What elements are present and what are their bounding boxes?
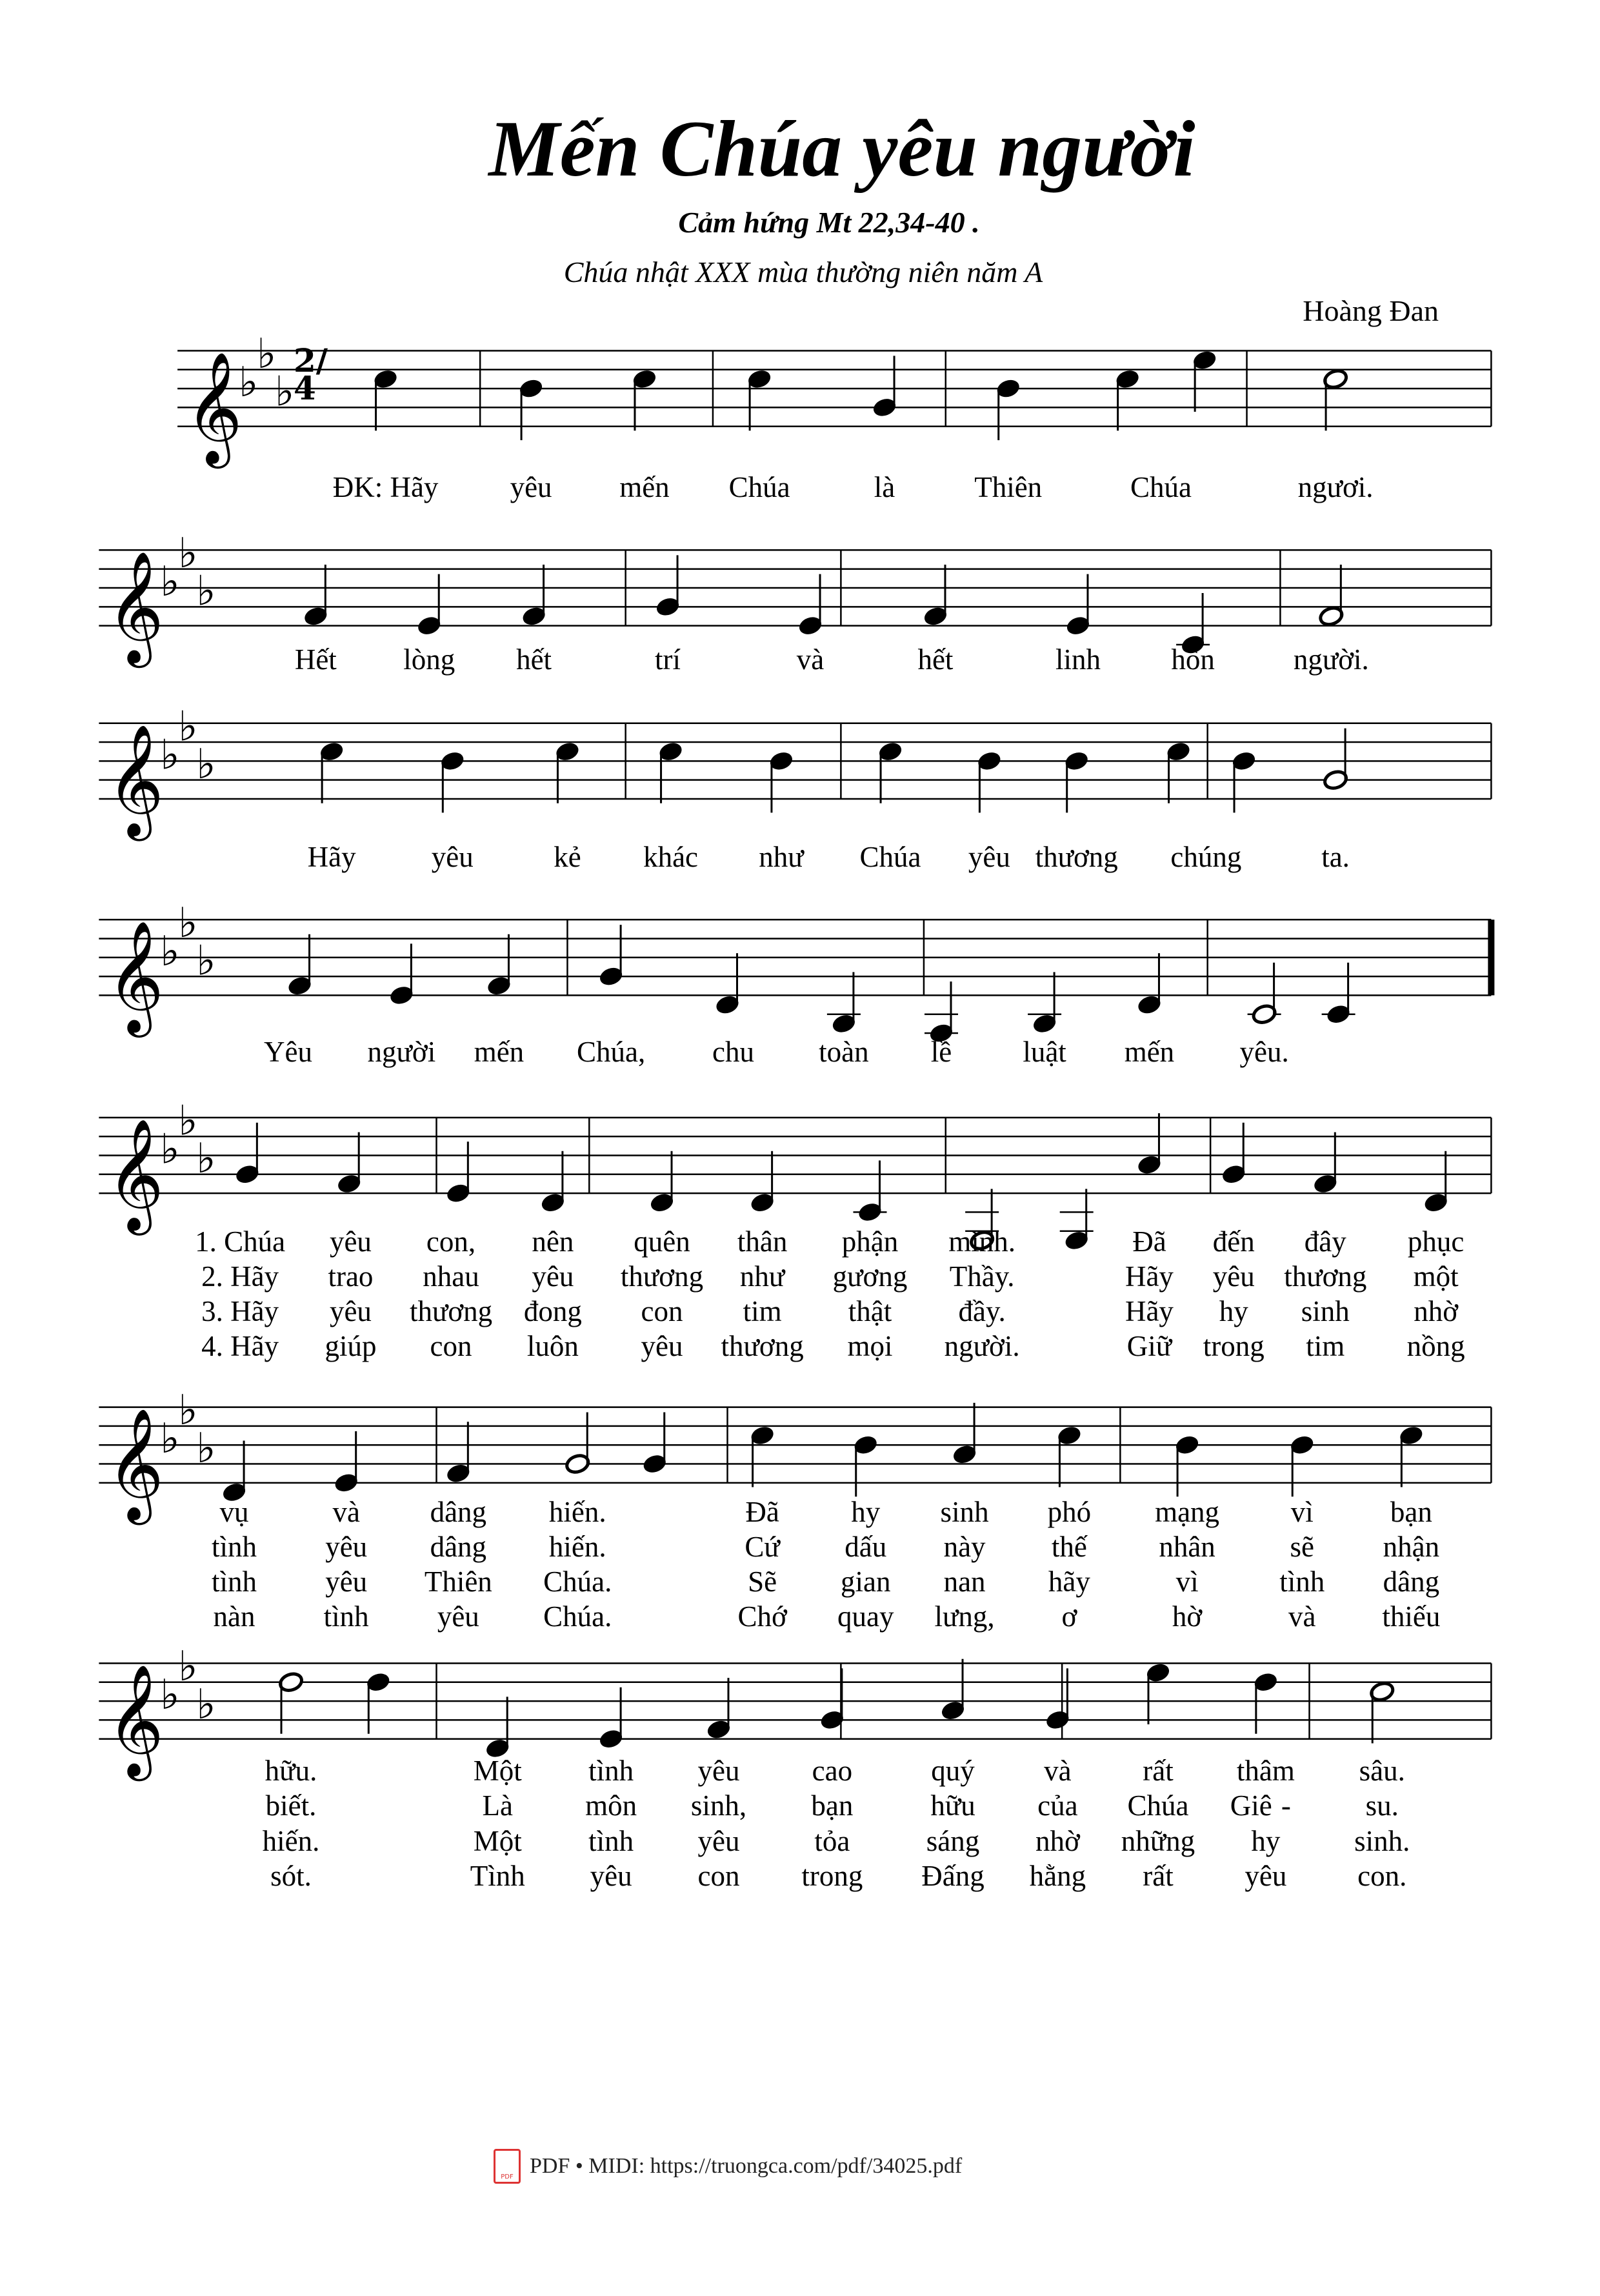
verse-lyric: hằng [1029,1859,1086,1892]
verse-lyric: sót. [270,1859,312,1892]
verse-lyric: hy [851,1495,881,1528]
treble-clef-icon: 𝄞 [106,920,164,1033]
song-title: Mến Chúa yêu người [488,105,1195,193]
verse-lyric: hữu. [265,1755,317,1787]
verse-lyric: dâng [430,1531,487,1564]
refrain-lyric: lề [930,1036,952,1069]
verse-lyric: con [641,1294,683,1327]
verse-lyric: yêu [532,1260,574,1293]
flat-icon: ♭ [275,368,295,416]
verse-lyric: phó [1047,1495,1092,1528]
verse-lyric: thương [1284,1260,1367,1293]
pdf-icon-label: PDF [501,2173,514,2180]
verse-lyric: phận [841,1225,899,1258]
verse-lyric: Chúa. [543,1600,612,1633]
verse-lyric: ơ [1061,1600,1077,1633]
verse-lyric: tình [588,1824,634,1857]
verse-lyric: Một [473,1755,522,1787]
verse-lyric: trong [1203,1329,1265,1362]
refrain-lyric: thương [1035,841,1118,874]
refrain-lyric: yêu. [1239,1036,1289,1069]
verse-lyric: rất [1143,1755,1174,1787]
refrain-lyric: yêu [431,841,474,874]
verse-lyric: sáng [926,1824,980,1857]
verse-lyric: thế [1051,1531,1087,1564]
refrain-lyric: Chúa [728,471,790,504]
verse-lyric: tỏa [814,1824,850,1857]
refrain-lyric: ta. [1321,841,1350,874]
verse-lyric: nên [532,1225,574,1258]
verse-lyric: rất [1143,1859,1174,1892]
verse-lyric: Chúa [1127,1789,1189,1822]
treble-clef-icon: 𝄞 [185,351,243,464]
refrain-lyric: Chúa, [576,1036,646,1069]
verse-lyric: vì [1290,1495,1314,1528]
verse-lyric: gương [832,1260,908,1293]
verse-lyric: sâu. [1359,1755,1405,1787]
verse-lyric: Giê [1230,1789,1272,1822]
verse-lyric: dâng [1383,1566,1440,1598]
verse-lyric: thương [620,1260,704,1293]
verse-lyric: người. [944,1329,1020,1362]
verse-lyric: nhờ [1414,1294,1459,1327]
treble-clef-icon: 𝄞 [106,1664,164,1777]
composer: Hoàng Đan [1303,294,1439,327]
verse-lyric: hãy [1048,1566,1090,1598]
verse-lyric: đây [1304,1225,1346,1258]
verse-lyric: - [1281,1789,1291,1822]
treble-clef-icon: 𝄞 [106,1407,164,1520]
verse-lyric: gian [840,1566,891,1598]
verse-lyric: hữu [930,1789,975,1822]
verse-lyric: Đấng [921,1859,985,1892]
refrain-lyric: yêu [510,471,552,504]
verse-lyric: nồng [1406,1329,1465,1362]
verse-lyric: yêu [329,1294,372,1327]
flat-icon: ♭ [178,899,198,947]
verse-lyric: hy [1219,1294,1248,1327]
verse-lyric: giúp [325,1329,377,1362]
verse-lyric: tình [323,1600,369,1633]
verse-lyric: cao [812,1755,853,1787]
verse-lyric: thân [737,1225,788,1258]
refrain-lyric: mến [1124,1036,1175,1069]
flat-icon: ♭ [196,567,216,616]
flat-icon: ♭ [160,1125,180,1174]
refrain-lyric: người. [1293,643,1369,676]
verse-lyric: Chúa. [543,1566,612,1598]
refrain-lyric: Hãy [307,841,356,874]
verse-lyric: mạng [1155,1495,1220,1528]
verse-lyric: bạn [1390,1495,1432,1528]
refrain-lyric: linh [1055,643,1101,676]
flat-icon: ♭ [178,1387,198,1435]
verse-lyric: Giữ [1126,1329,1172,1362]
flat-icon: ♭ [196,1680,216,1729]
verse-lyric: hiến. [262,1824,320,1857]
refrain-lyric: chúng [1170,841,1242,874]
verse-lyric: Cứ [745,1531,780,1564]
verse-lyric: một [1413,1260,1459,1293]
verse-lyric: hờ [1172,1600,1203,1633]
verse-lyric: Thầy. [949,1260,1015,1293]
verse-lyric: nhận [1383,1531,1440,1564]
verse-lyric: này [943,1531,986,1564]
verse-lyric: đầy. [958,1294,1006,1327]
flat-icon: ♭ [239,359,259,407]
verse-lyric: biết. [265,1789,317,1822]
verse-lyric: và [332,1495,360,1528]
refrain-lyric: Yêu [263,1036,312,1069]
pdf-icon [494,2149,521,2184]
verse-lyric: sinh [940,1495,989,1528]
verse-lyric: thiếu [1382,1600,1441,1633]
refrain-lyric: khác [643,841,699,874]
verse-lyric: môn [585,1789,637,1822]
refrain-lyric: Thiên [974,471,1043,504]
verse-lyric: yêu [697,1824,740,1857]
verse-lyric: nàn [213,1600,255,1633]
subtitle-inspiration: Cảm hứng Mt 22,34-40 . [678,206,980,239]
footer-text[interactable]: PDF • MIDI: https://truongca.com/pdf/34025.pdf [530,2154,963,2178]
verse-lyric: mình. [948,1225,1016,1258]
flat-icon: ♭ [257,330,277,379]
refrain-lyric: yêu [968,841,1010,874]
verse-lyric: 3. Hãy [201,1294,279,1327]
verse-lyric: 2. Hãy [201,1260,279,1293]
verse-lyric: 4. Hãy [201,1329,279,1362]
verse-lyric: tình [1279,1566,1325,1598]
footer-link[interactable] [494,2149,962,2184]
verse-lyric: vì [1175,1566,1199,1598]
verse-lyric: Là [482,1789,513,1822]
verse-lyric: quý [931,1755,975,1787]
refrain-lyric: hồn [1171,643,1215,676]
time-signature: 2/4 [294,341,328,407]
verse-lyric: yêu [590,1859,632,1892]
refrain-lyric: Chúa [1130,471,1192,504]
verse-lyric: trao [328,1260,374,1293]
refrain-lyric: như [759,841,804,874]
refrain-lyric: là [874,471,895,504]
refrain-lyric: trí [655,643,681,676]
refrain-lyric: Chúa [859,841,921,874]
flat-icon: ♭ [160,1671,180,1720]
flat-icon: ♭ [196,1135,216,1183]
flat-icon: ♭ [178,703,198,751]
verse-lyric: Một [473,1824,522,1857]
verse-lyric: yêu [1245,1859,1287,1892]
verse-lyric: phục [1407,1225,1465,1258]
verse-lyric: trong [801,1859,863,1892]
refrain-lyric: mến [619,471,670,504]
verse-lyric: luôn [526,1329,579,1362]
verse-lyric: quên [634,1225,690,1258]
verse-lyric: yêu [1212,1260,1255,1293]
refrain-lyric: người [367,1036,436,1069]
verse-lyric: và [1044,1755,1072,1787]
verse-lyric: hiến. [548,1495,606,1528]
flat-icon: ♭ [196,1424,216,1473]
verse-lyric: vụ [219,1495,249,1528]
verse-lyric: con [430,1329,472,1362]
verse-lyric: tình [212,1531,257,1564]
verse-lyric: Hãy [1125,1260,1174,1293]
verse-lyric: thật [848,1294,892,1327]
flat-icon: ♭ [178,530,198,578]
verse-lyric: yêu [325,1566,368,1598]
flat-icon: ♭ [160,927,180,976]
refrain-lyric: ngươi. [1297,471,1374,504]
verse-lyric: nhân [1159,1531,1215,1564]
verse-lyric: những [1121,1824,1195,1857]
treble-clef-icon: 𝄞 [106,1118,164,1231]
verse-lyric: Thiên [424,1566,492,1598]
verse-lyric: yêu [437,1600,479,1633]
verse-lyric: tình [588,1755,634,1787]
verse-lyric: như [739,1260,785,1293]
subtitle-occasion: Chúa nhật XXX mùa thường niên năm A [563,256,1043,288]
refrain-lyric: hết [917,643,954,676]
verse-lyric: nhờ [1035,1824,1080,1857]
verse-lyric: tim [1306,1329,1345,1362]
verse-lyric: su. [1365,1789,1399,1822]
verse-lyric: bạn [811,1789,854,1822]
flat-icon: ♭ [178,1097,198,1145]
verse-lyric: Chớ [737,1600,787,1633]
refrain-lyric: Hết [294,643,337,676]
treble-clef-icon: 𝄞 [106,550,164,663]
verse-lyric: nan [943,1566,986,1598]
verse-lyric: yêu [697,1755,740,1787]
treble-clef-icon: 𝄞 [106,723,164,836]
refrain-lyric: lòng [403,643,455,676]
refrain-lyric: hết [516,643,552,676]
verse-lyric: đến [1212,1225,1255,1258]
verse-lyric: thâm [1236,1755,1295,1787]
verse-lyric: 1. Chúa [195,1225,286,1258]
refrain-lyric: kẻ [554,841,581,874]
verse-lyric: yêu [641,1329,683,1362]
verse-lyric: nhau [423,1260,479,1293]
verse-lyric: đong [523,1294,582,1327]
verse-lyric: Tình [470,1859,525,1892]
verse-lyric: hiến. [548,1531,606,1564]
verse-lyric: hy [1251,1824,1281,1857]
verse-lyric: sinh. [1354,1824,1410,1857]
verse-lyric: mọi [847,1329,893,1362]
verse-lyric: Sẽ [748,1566,777,1598]
verse-lyric: yêu [329,1225,372,1258]
verse-lyric: Hãy [1125,1294,1174,1327]
verse-lyric: sẽ [1290,1531,1314,1564]
verse-lyric: và [1288,1600,1316,1633]
verse-lyric: Đã [1132,1225,1166,1258]
verse-lyric: con, [426,1225,476,1258]
refrain-lyric: toàn [819,1036,869,1069]
verse-lyric: Đã [745,1495,779,1528]
verse-lyric: sinh, [690,1789,747,1822]
verse-lyric: của [1037,1789,1078,1822]
flat-icon: ♭ [196,741,216,789]
verse-lyric: lưng, [934,1600,995,1633]
refrain-lyric: chu [712,1036,755,1069]
verse-lyric: quay [837,1600,894,1633]
refrain-lyric: và [796,643,825,676]
flat-icon: ♭ [160,731,180,780]
verse-lyric: tình [212,1566,257,1598]
flat-icon: ♭ [178,1643,198,1691]
verse-lyric: yêu [325,1531,368,1564]
refrain-lyric: ĐK: Hãy [332,471,439,504]
verse-lyric: sinh [1301,1294,1350,1327]
refrain-lyric: luật [1023,1036,1066,1069]
refrain-lyric: mến [474,1036,525,1069]
flat-icon: ♭ [196,937,216,985]
verse-lyric: thương [721,1329,804,1362]
flat-icon: ♭ [160,558,180,607]
verse-lyric: con. [1357,1859,1407,1892]
flat-icon: ♭ [160,1415,180,1464]
verse-lyric: tim [743,1294,782,1327]
verse-lyric: thương [409,1294,493,1327]
verse-lyric: dấu [845,1531,887,1564]
verse-lyric: dâng [430,1495,487,1528]
verse-lyric: con [697,1859,740,1892]
